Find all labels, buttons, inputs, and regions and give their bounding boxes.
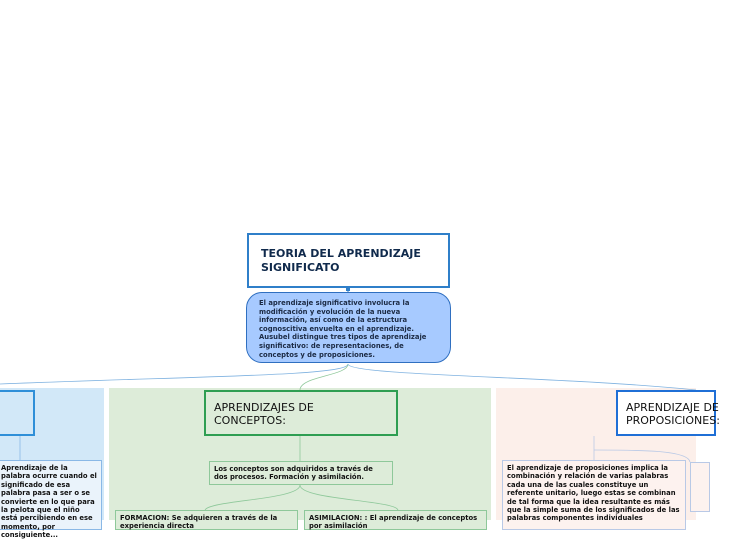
conceptos-summary: Los conceptos son adquiridos a través de dos procesos. Formación y asimilación. <box>214 465 373 482</box>
conceptos-title-node[interactable] <box>204 390 398 436</box>
proposiciones-title-node[interactable] <box>616 390 720 436</box>
formacion-text: FORMACION: Se adquieren a través de la experiencia directa <box>120 514 278 531</box>
representaciones-title-node[interactable] <box>0 390 35 436</box>
proposiciones-detail: El aprendizaje de proposiciones implica la combinación y relación de varias palabras cada una de las cuales constituye un referente unitario, luego estas se combinan de tal forma que la idea resultante es más que la simple suma de los significados de las palabras componentes individuales <box>507 464 680 523</box>
root-description-node[interactable] <box>246 292 451 363</box>
root-title: TEORIA DEL APRENDIZAJE SIGNIFICATO <box>261 247 421 274</box>
root-description: El aprendizaje significativo involucra la modificación y evolución de la nueva información, así como de la estructura cognoscitiva envuelta en el aprendizaje. Ausubel distingue tres tipos de aprendizaje significativo: de representaciones, de conceptos y de proposiciones. <box>259 299 427 359</box>
description-to-proposiciones-line <box>348 364 696 390</box>
representaciones-detail: Aprendizaje de la palabra ocurre cuando el significado de esa palabra pasa a ser o se convierte en lo que para la pelota que el niño está percibiendo en ese momento, por consiguiente... <box>1 464 97 540</box>
proposiciones-side-node[interactable] <box>690 462 710 512</box>
summary-to-formacion-line <box>205 485 300 510</box>
proposiciones-detail-node[interactable] <box>502 460 686 530</box>
proposiciones-title: APRENDIZAJE DE PROPOSICIONES: <box>626 401 720 427</box>
asimilacion-text: ASIMILACION: : El aprendizaje de conceptos por asimilación <box>309 514 478 531</box>
summary-to-asimilacion-line <box>300 485 398 510</box>
asimilacion-node[interactable] <box>304 510 487 530</box>
root-title-node[interactable] <box>247 233 450 288</box>
conceptos-summary-node[interactable] <box>209 461 393 485</box>
representaciones-detail-node[interactable] <box>0 460 102 540</box>
formacion-node[interactable] <box>115 510 298 530</box>
description-to-representaciones-line <box>0 364 348 384</box>
conceptos-title: APRENDIZAJES DE CONCEPTOS: <box>214 401 314 427</box>
